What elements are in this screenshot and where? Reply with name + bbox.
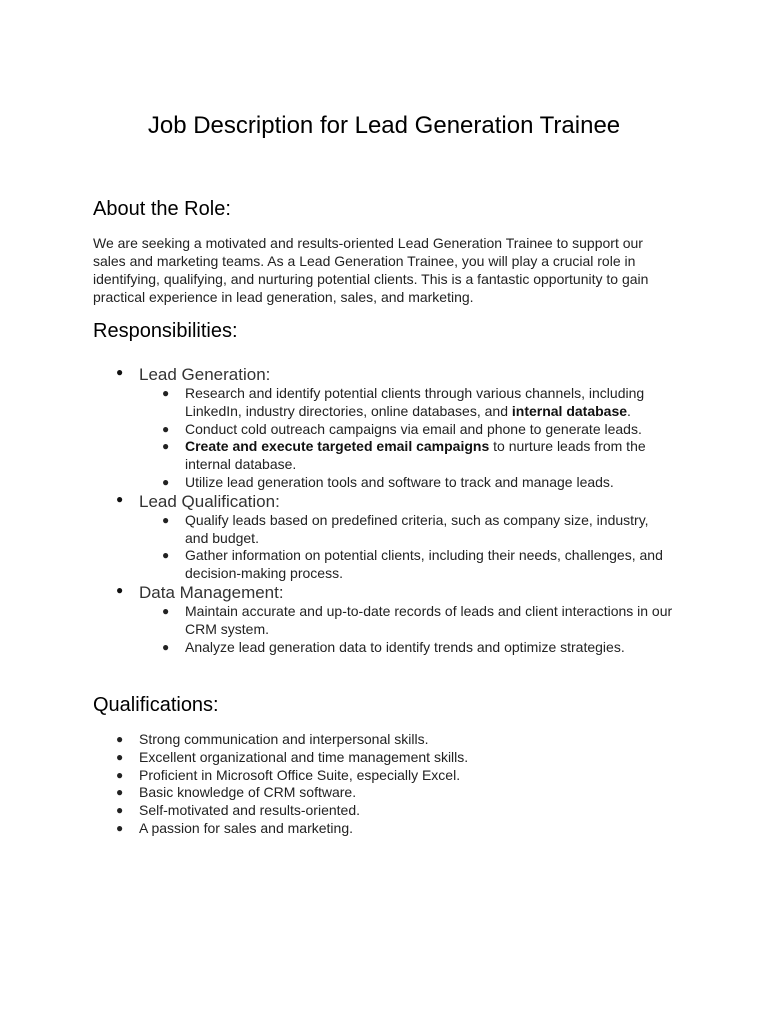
list-item xyxy=(93,749,693,767)
bullet-icon: ● xyxy=(116,803,124,818)
list-item xyxy=(139,603,675,639)
responsibilities-list xyxy=(93,365,693,656)
group-label: Data Management: xyxy=(139,582,284,602)
list-item xyxy=(93,802,693,820)
list-item xyxy=(139,474,675,492)
group-items xyxy=(139,512,693,583)
bullet-icon: ● xyxy=(116,785,124,800)
bullet-icon: ● xyxy=(116,767,124,782)
list-item xyxy=(93,784,693,802)
list-item xyxy=(139,639,675,657)
item-text-end: to nurture leads from the internal database. xyxy=(185,438,646,473)
bullet-icon: ● xyxy=(162,474,170,489)
group-label: Lead Generation: xyxy=(139,365,271,384)
item-text: Excellent organizational and time management skills. xyxy=(139,748,469,765)
item-text-end: . xyxy=(627,402,631,419)
bullet-icon: ● xyxy=(116,582,124,597)
group-items xyxy=(139,603,693,656)
item-text: A passion for sales and marketing. xyxy=(139,819,354,836)
responsibility-group xyxy=(93,365,693,492)
bullet-icon: ● xyxy=(162,439,170,454)
list-item xyxy=(139,547,675,583)
qualifications-heading: Qualifications: xyxy=(93,694,219,716)
item-text: Gather information on potential clients, including their needs, challenges, and decision-making process. xyxy=(185,547,663,582)
bullet-icon: ● xyxy=(116,732,124,746)
bullet-icon: ● xyxy=(116,491,124,506)
list-item xyxy=(93,820,693,838)
qualifications-list xyxy=(93,731,693,838)
item-text: Basic knowledge of CRM software. xyxy=(139,784,357,801)
about-heading: About the Role: xyxy=(93,198,231,220)
item-text: Analyze lead generation data to identify trends and optimize strategies. xyxy=(185,638,625,655)
list-item xyxy=(139,512,675,548)
bullet-icon: ● xyxy=(162,421,170,436)
group-label: Lead Qualification: xyxy=(139,491,280,511)
bullet-icon: ● xyxy=(162,639,170,654)
bullet-icon: ● xyxy=(162,603,170,618)
bullet-icon: ● xyxy=(116,749,124,764)
item-text: Maintain accurate and up-to-date records of leads and client interactions in our CRM system. xyxy=(185,602,673,637)
bullet-icon: ● xyxy=(162,548,170,563)
bullet-icon: ● xyxy=(116,365,124,379)
item-bold-text: Create and execute targeted email campaigns xyxy=(185,438,490,455)
item-text: Self-motivated and results-oriented. xyxy=(139,802,360,819)
item-text: Qualify leads based on predefined criteria, such as company size, industry, and budget. xyxy=(185,511,649,546)
list-item xyxy=(93,767,693,785)
item-text: Conduct cold outreach campaigns via email and phone to generate leads. xyxy=(185,420,642,437)
document-title: Job Description for Lead Generation Trainee xyxy=(147,112,621,139)
about-paragraph: We are seeking a motivated and results-oriented Lead Generation Trainee to support our sales and marketing teams. As a Lead Generation Trainee, you will play a crucial role in identifying, qualifying, and nurturing potential clients. This is a fantastic opportunity to gain practical experience in lead generation, sales, and marketing. xyxy=(93,235,649,305)
list-item xyxy=(139,385,675,421)
bullet-icon: ● xyxy=(162,386,170,400)
responsibilities-heading: Responsibilities: xyxy=(93,320,238,342)
responsibility-group xyxy=(93,492,693,583)
responsibility-group xyxy=(93,583,693,656)
list-item xyxy=(139,421,675,439)
item-text: Research and identify potential clients through various channels, including LinkedIn, industry directories, online databases, and xyxy=(185,385,645,419)
item-text: Proficient in Microsoft Office Suite, especially Excel. xyxy=(139,766,461,783)
group-items xyxy=(139,385,693,492)
bullet-icon: ● xyxy=(116,820,124,835)
item-text: Utilize lead generation tools and software to track and manage leads. xyxy=(185,473,614,490)
bullet-icon: ● xyxy=(162,512,170,527)
list-item xyxy=(93,731,693,749)
list-item xyxy=(139,438,675,474)
item-text: Strong communication and interpersonal skills. xyxy=(139,731,429,747)
item-bold-text: internal database xyxy=(511,402,628,419)
